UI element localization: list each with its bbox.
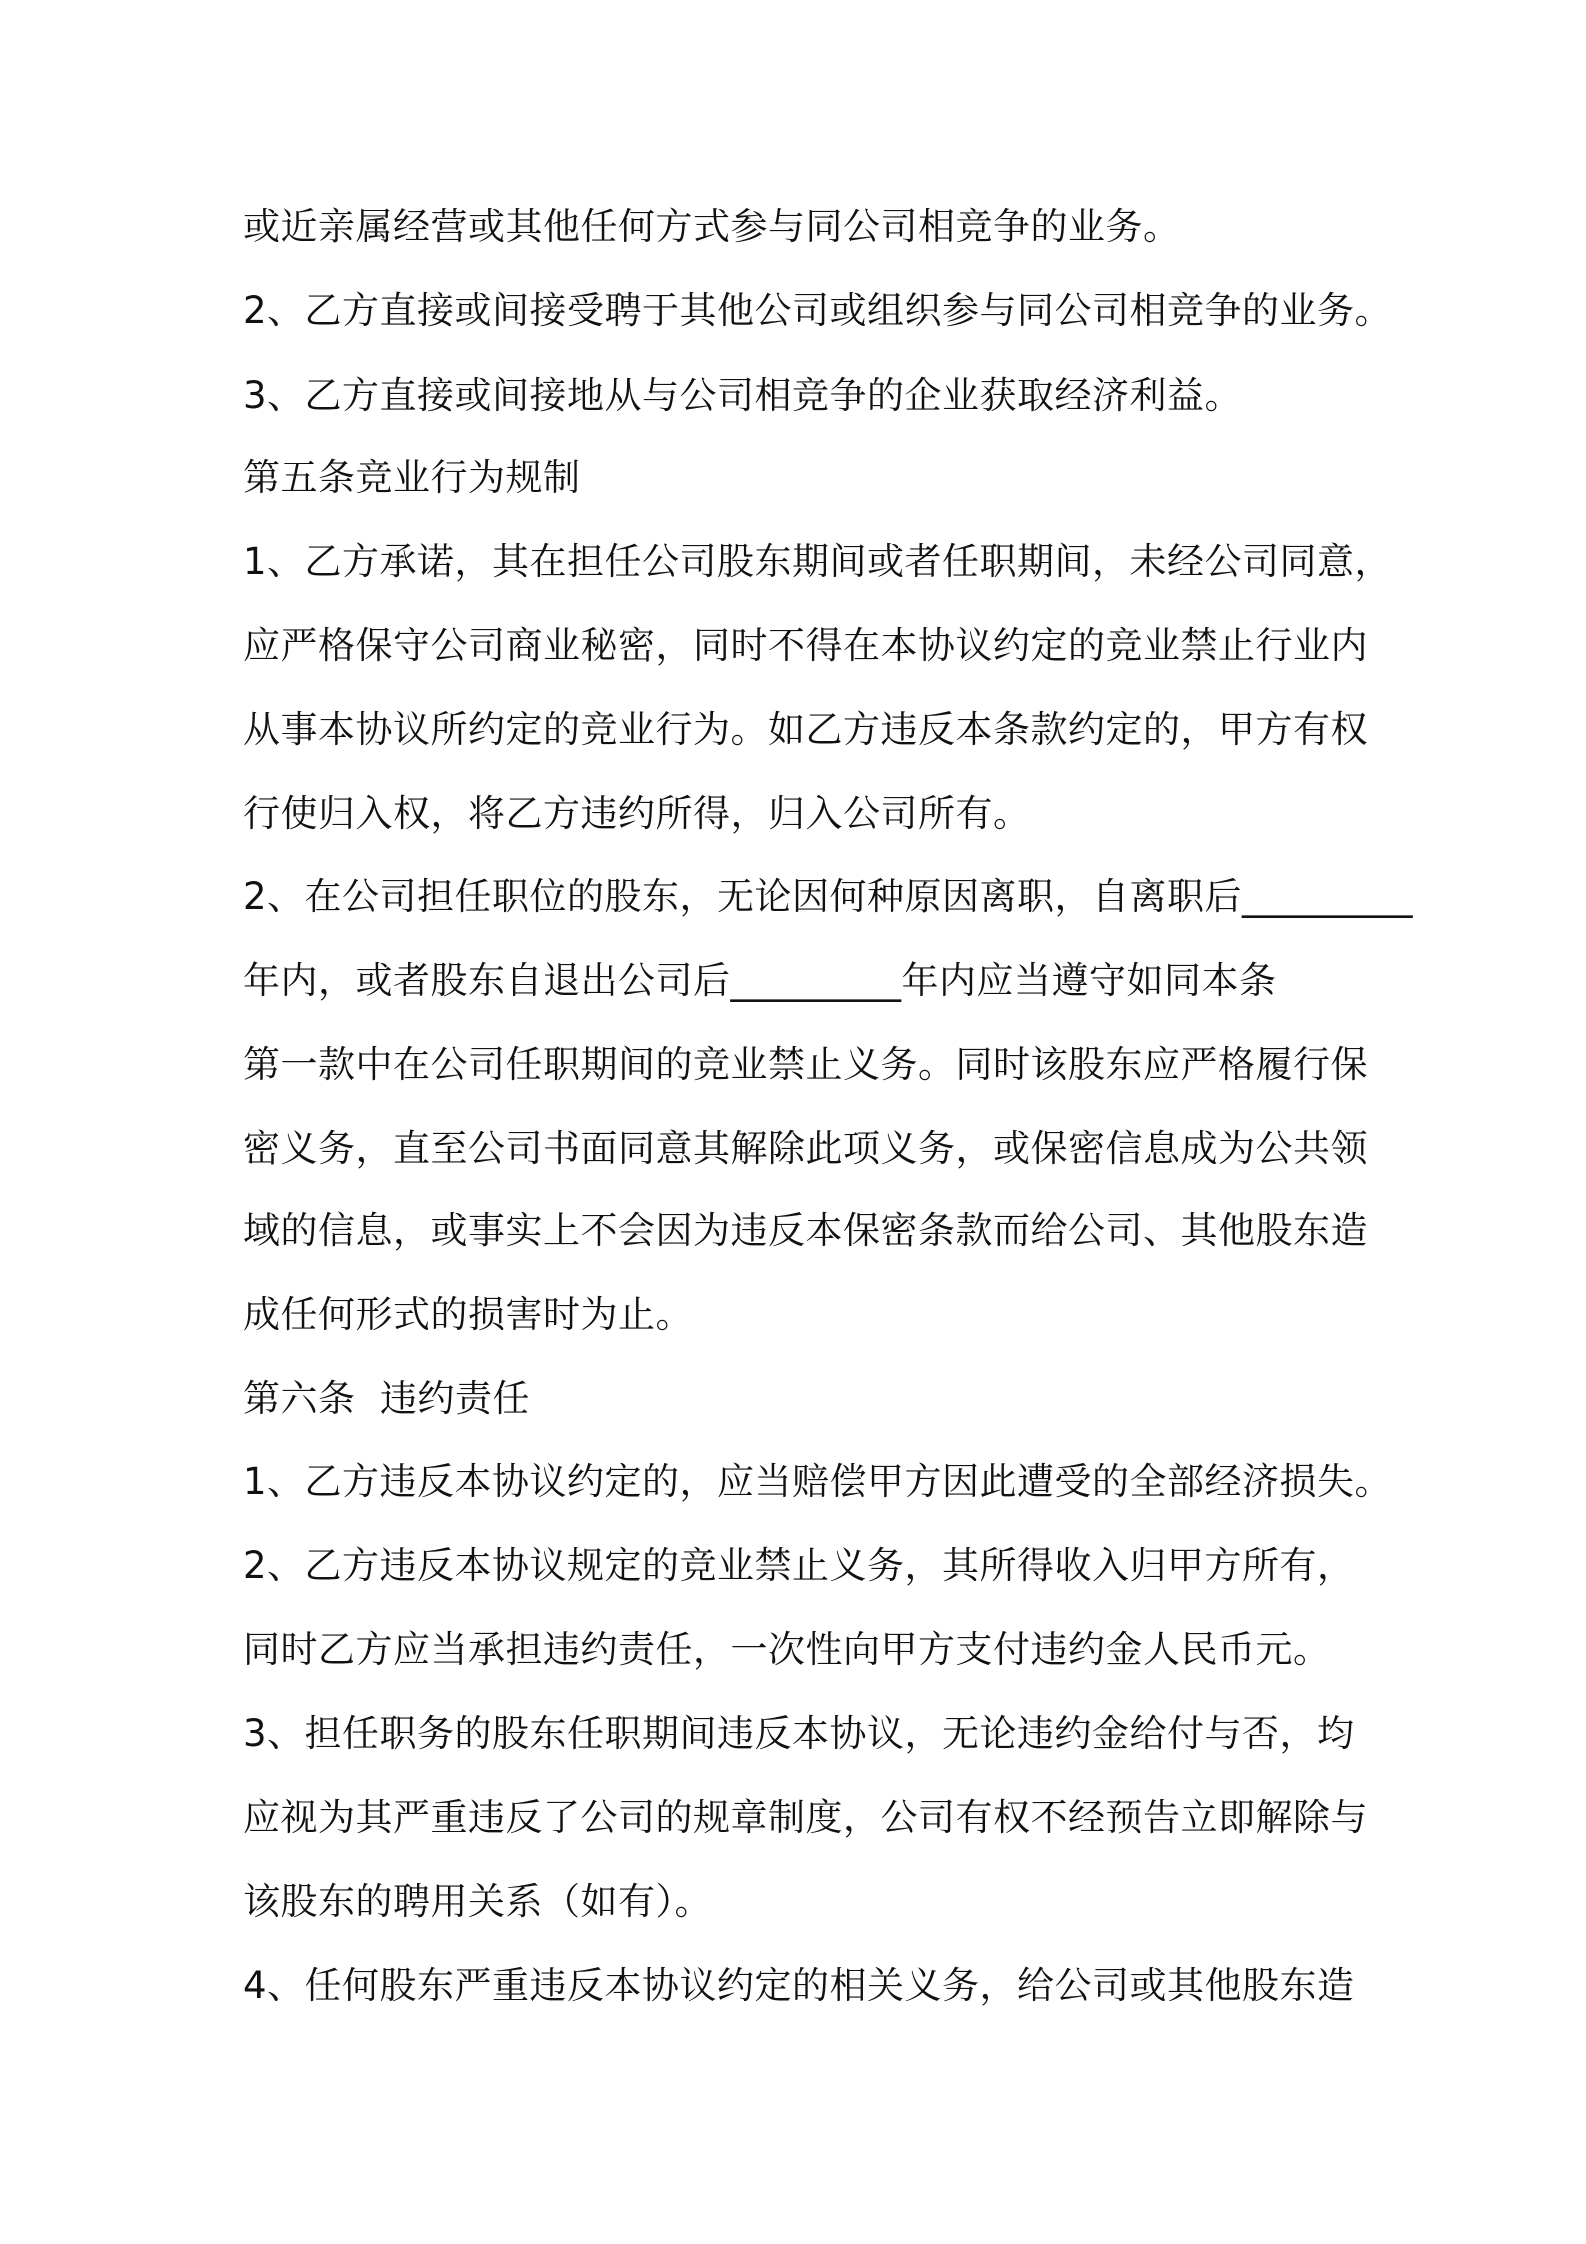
text-line: 成任何形式的损害时为止。 [243,1293,693,1336]
text-line: 应视为其严重违反了公司的规章制度，公司有权不经预告立即解除与 [243,1796,1368,1839]
text-line: 同时乙方应当承担违约责任，一次性向甲方支付违约金人民币元。 [243,1628,1331,1671]
text-line: 1、乙方违反本协议约定的，应当赔偿甲方因此遭受的全部经济损失。 [243,1460,1393,1503]
text-line: 4、任何股东严重违反本协议约定的相关义务，给公司或其他股东造 [243,1964,1355,2007]
text-line: 3、乙方直接或间接地从与公司相竞争的企业获取经济利益。 [243,374,1243,417]
text-line: 2、乙方违反本协议规定的竞业禁止义务，其所得收入归甲方所有， [243,1544,1355,1587]
text-line: 或近亲属经营或其他任何方式参与同公司相竞争的业务。 [243,205,1181,248]
text-line: 从事本协议所约定的竞业行为。如乙方违反本条款约定的，甲方有权 [243,708,1368,751]
text-line: 1、乙方承诺，其在担任公司股东期间或者任职期间，未经公司同意， [243,540,1393,583]
section-heading: 第五条竞业行为规制 [243,456,581,499]
text-line: 年内，或者股东自退出公司后_________年内应当遵守如同本条 [243,959,1277,1002]
text-line: 密义务，直至公司书面同意其解除此项义务，或保密信息成为公共领 [243,1127,1368,1170]
text-line: 应严格保守公司商业秘密，同时不得在本协议约定的竞业禁止行业内 [243,624,1368,667]
section-heading: 第六条 违约责任 [243,1377,531,1420]
text-line: 2、在公司担任职位的股东，无论因何种原因离职，自离职后_________ [243,875,1414,918]
text-line: 3、担任职务的股东任职期间违反本协议，无论违约金给付与否，均 [243,1712,1355,1755]
text-line: 该股东的聘用关系（如有）。 [243,1880,712,1923]
text-line: 第一款中在公司任职期间的竞业禁止义务。同时该股东应严格履行保 [243,1043,1368,1086]
text-line: 域的信息，或事实上不会因为违反本保密条款而给公司、其他股东造 [243,1209,1368,1252]
text-line: 行使归入权，将乙方违约所得，归入公司所有。 [243,792,1031,835]
text-line: 2、乙方直接或间接受聘于其他公司或组织参与同公司相竞争的业务。 [243,289,1393,332]
